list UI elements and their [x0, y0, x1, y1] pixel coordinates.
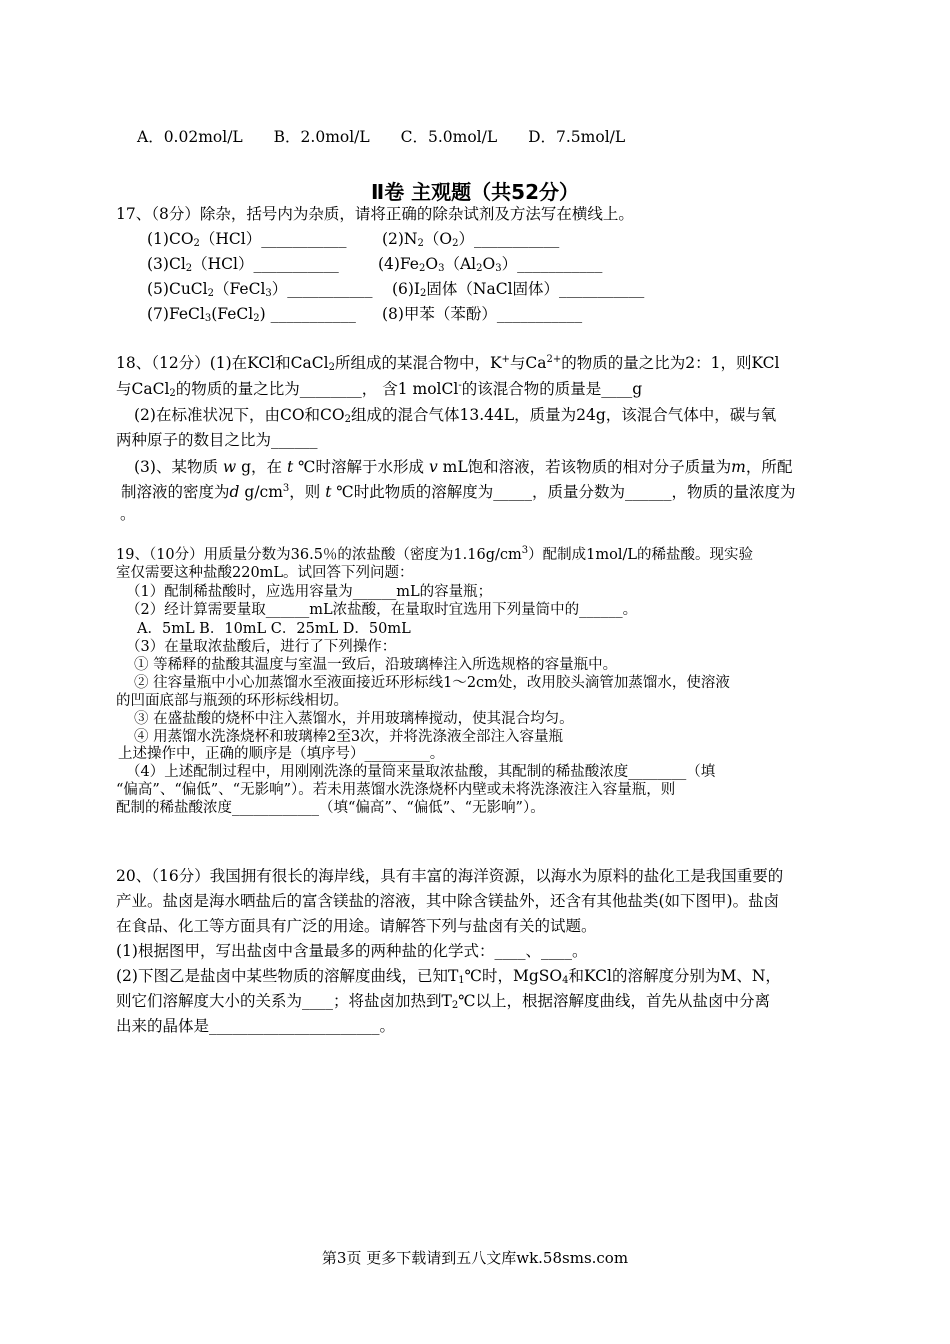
page-footer: 第3页 更多下载请到五八文库wk.58sms.com [321, 1249, 629, 1267]
q18-line-7: 。 [120, 505, 136, 523]
q17-item-2: $(2)N_2(O_2)\_\_\_\_\_\_\_\_\_\_\_$ [381, 230, 560, 249]
q20-line-6: 则它们溶解度大小的关系为____；将盐卤加热到$T_2℃$以上，根据溶解度曲线，首先从盐卤中分离 [116, 992, 771, 1011]
q16-option-a: A．0.02mol/L [137, 128, 243, 146]
q19-line-10: ③ 在盛盐酸的烧杯中注入蒸馏水，并用玻璃棒搅动，使其混合均匀。 [134, 711, 574, 727]
q17-row-3 [147, 279, 644, 299]
q17-item-4: $(4)Fe_2O_3(Al_2O_3)\_\_\_\_\_\_\_\_\_\_\_$ [377, 255, 603, 274]
q17-row-4 [147, 304, 582, 324]
q19-line-5: A．5mL B．10mL C．25mL D．50mL [137, 621, 411, 637]
q19-line-4: （2）经计算需要量取______mL浓盐酸，在量取时宜选用下列量筒中的______。 [126, 602, 638, 618]
q20-line-3: 在食品、化工等方面具有广泛的用途。请解答下列与盐卤有关的试题。 [116, 917, 597, 935]
q19-line-6: （3）在量取浓盐酸后，进行了下列操作： [126, 639, 397, 655]
q17-row-1 [147, 229, 559, 249]
q17-row-2 [147, 254, 602, 274]
q18-line-3: (2)在标准状况下，由CO和$CO_2$组成的混合气体13.44L，质量为24g，该混合气体中，碳与氧 [134, 406, 777, 425]
q19-line-1: 19、（10分）用质量分数为36.5％的浓盐酸（密度为$1.16g/cm^3$）配制成1mol/L的稀盐酸。现实验 [116, 545, 753, 563]
section-title: Ⅱ卷 主观题（共52分） [371, 180, 579, 204]
q19-line-15: 配制的稀盐酸浓度____________（填“偏高”、“偏低”、“无影响”）。 [116, 800, 545, 816]
q18-line-2: 与CaCl$_2$的物质的量之比为________， 含1 molCl-的该混合物的质量是____g [116, 380, 643, 399]
q20-line-1: 20、（16分）我国拥有很长的海岸线，具有丰富的海洋资源，以海水为原料的盐化工是我国重要的 [116, 867, 784, 885]
q19-line-7: ① 等稀释的盐酸其温度与室温一致后，沿玻璃棒注入所选规格的容量瓶中。 [134, 657, 618, 673]
q20-line-2: 产业。盐卤是海水晒盐后的富含镁盐的溶液，其中除含镁盐外，还含有其他盐类(如下图甲)。盐卤 [116, 892, 780, 910]
q19-line-12: 上述操作中，正确的顺序是（填序号）_________。 [118, 746, 445, 762]
q16-options [137, 127, 625, 147]
q17-item-1: $(1)CO_2(HCl)\_\_\_\_\_\_\_\_\_\_\_$ [147, 230, 347, 249]
q20-line-7: 出来的晶体是______________________。 [116, 1017, 396, 1035]
q17-item-6: $(6)I_2$固体（NaCl固体）___________ [391, 280, 645, 299]
q18-line-6: 制溶液的密度为d $g/cm^3$，则 t ℃时此物质的溶解度为_____，质量分数为______，物质的量浓度为 [121, 483, 796, 501]
q19-line-2: 室仅需要这种盐酸220mL。试回答下列问题： [116, 565, 414, 581]
q18-line-5: (3)、某物质 w g，在 t ℃时溶解于水形成 v mL饱和溶液，若该物质的相对分子质量为m，所配 [134, 458, 793, 476]
q16-option-c: C．5.0mol/L [400, 128, 498, 146]
q17-item-8: (8)甲苯（苯酚）___________ [381, 305, 583, 323]
q16-option-d: D．7.5mol/L [528, 128, 626, 146]
q17-item-5: (5)CuCl$_2$（FeCl$_3$）___________ [147, 280, 373, 299]
q17-item-3: $(3)Cl_2(HCl)\_\_\_\_\_\_\_\_\_\_\_$ [147, 255, 339, 274]
q19-line-13: （4）上述配制过程中，用刚刚洗涤的量筒来量取浓盐酸，其配制的稀盐酸浓度________（填 [126, 764, 716, 780]
q19-line-8: ② 往容量瓶中小心加蒸馏水至液面接近环形标线1～2cm处，改用胶头滴管加蒸馏水，使溶液 [134, 675, 730, 691]
q17-item-7: (7)FeCl$_3$(FeCl$_2$) ___________ [147, 305, 356, 324]
q20-line-4: (1)根据图甲，写出盐卤中含量最多的两种盐的化学式：____、____。 [116, 942, 588, 960]
q19-line-3: （1）配制稀盐酸时，应选用容量为______mL的容量瓶； [126, 584, 493, 600]
q19-line-11: ④ 用蒸馏水洗涤烧杯和玻璃棒2至3次，并将洗涤液全部注入容量瓶 [134, 729, 564, 745]
q19-line-9: 的凹面底部与瓶颈的环形标线相切。 [116, 693, 348, 709]
q17-intro: 17、（8分）除杂，括号内为杂质，请将正确的除杂试剂及方法写在横线上。 [116, 205, 634, 223]
q20-line-5: (2)下图乙是盐卤中某些物质的溶解度曲线，已知$T_1℃$时，MgSO$_4$和KCl的溶解度分别为M、N， [116, 967, 781, 986]
q16-option-b: B．2.0mol/L [273, 128, 370, 146]
q18-line-4: 两种原子的数目之比为______ [116, 431, 318, 449]
q19-line-14: “偏高”、“偏低”、“无影响”）。若未用蒸馏水洗涤烧杯内壁或未将洗涤液注入容量瓶，则 [116, 782, 676, 798]
q18-line-1: 18、（12分）(1)在KCl和CaCl$_2$所组成的某混合物中，K+与$Ca^{2+}$的物质的量之比为2：1，则KCl [116, 354, 780, 373]
